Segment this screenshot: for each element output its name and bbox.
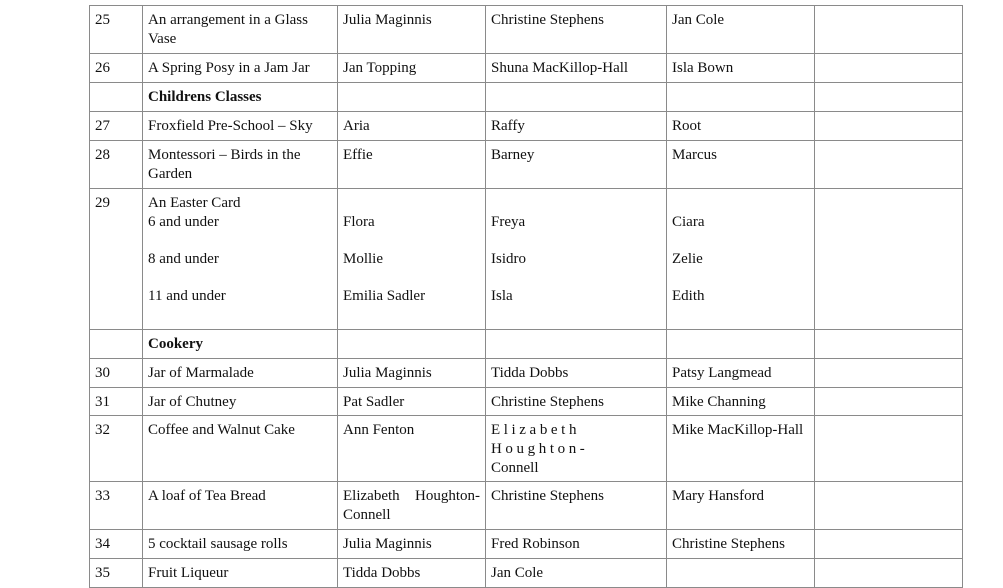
empty-cell: [90, 83, 143, 112]
class-name: 5 cocktail sausage rolls: [143, 530, 338, 559]
third-place: [667, 559, 815, 588]
extra-cell: [815, 416, 963, 482]
extra-cell: [815, 189, 963, 330]
table-row: [90, 6, 963, 54]
third-place: Edith: [672, 288, 705, 304]
table-row: [90, 112, 963, 141]
class-name: Coffee and Walnut Cake: [143, 416, 338, 482]
first-place-line2: Connell: [343, 507, 391, 523]
second-place: Jan Cole: [486, 559, 667, 588]
first-place: Effie: [338, 141, 486, 189]
age-group-label: 8 and under: [148, 251, 219, 267]
empty-cell: [486, 330, 667, 359]
first-place: Emilia Sadler: [343, 288, 426, 304]
extra-cell: [815, 530, 963, 559]
table-row: [90, 189, 963, 330]
class-number: 31: [90, 388, 143, 416]
first-place: Ann Fenton: [338, 416, 486, 482]
second-place: Fred Robinson: [486, 530, 667, 559]
first-place: Jan Topping: [338, 54, 486, 83]
second-place-cell: [486, 416, 667, 482]
second-place: Isla: [491, 288, 513, 304]
third-place: Jan Cole: [667, 6, 815, 54]
third-place: Marcus: [667, 141, 815, 189]
first-place: Pat Sadler: [338, 388, 486, 416]
table-row: [90, 482, 963, 530]
extra-cell: [815, 559, 963, 588]
extra-cell: [815, 482, 963, 530]
first-place-cell: [338, 482, 486, 530]
third-place: Mary Hansford: [667, 482, 815, 530]
class-number: 25: [90, 6, 143, 54]
third-place-cell: [667, 189, 815, 330]
table-row: [90, 54, 963, 83]
class-name-cell: [143, 189, 338, 330]
class-number: 27: [90, 112, 143, 141]
table-row: [90, 416, 963, 482]
second-place-line1: Elizabeth Houghton-: [491, 422, 589, 457]
class-number: 29: [90, 189, 143, 330]
class-name: A Spring Posy in a Jam Jar: [143, 54, 338, 83]
section-heading: Childrens Classes: [143, 83, 338, 112]
empty-cell: [90, 330, 143, 359]
empty-cell: [815, 83, 963, 112]
second-place: Isidro: [491, 251, 526, 267]
extra-cell: [815, 54, 963, 83]
empty-cell: [486, 83, 667, 112]
first-place: Tidda Dobbs: [338, 559, 486, 588]
class-name: An Easter Card: [148, 195, 241, 211]
empty-cell: [338, 330, 486, 359]
second-place: Christine Stephens: [486, 388, 667, 416]
empty-cell: [667, 83, 815, 112]
first-place: Julia Maginnis: [338, 6, 486, 54]
class-name: Montessori – Birds in the Garden: [143, 141, 338, 189]
third-place: Root: [667, 112, 815, 141]
third-place: Mike Channing: [667, 388, 815, 416]
second-place-line2: Connell: [491, 460, 539, 476]
extra-cell: [815, 359, 963, 388]
first-place-cell: [338, 189, 486, 330]
third-place: Isla Bown: [667, 54, 815, 83]
section-heading-row: [90, 330, 963, 359]
class-number: 30: [90, 359, 143, 388]
third-place: Ciara: [672, 214, 705, 230]
first-place: Flora: [343, 214, 375, 230]
class-number: 32: [90, 416, 143, 482]
empty-cell: [667, 330, 815, 359]
first-place: Mollie: [343, 251, 383, 267]
class-name: A loaf of Tea Bread: [143, 482, 338, 530]
third-place: Patsy Langmead: [667, 359, 815, 388]
second-place-cell: [486, 189, 667, 330]
class-number: 34: [90, 530, 143, 559]
class-name: Jar of Chutney: [143, 388, 338, 416]
second-place: Christine Stephens: [486, 6, 667, 54]
table-row: [90, 559, 963, 588]
class-name: An arrangement in a Glass Vase: [143, 6, 338, 54]
extra-cell: [815, 112, 963, 141]
empty-cell: [338, 83, 486, 112]
results-table: [89, 5, 963, 588]
extra-cell: [815, 141, 963, 189]
first-place: Julia Maginnis: [338, 530, 486, 559]
class-name: Fruit Liqueur: [143, 559, 338, 588]
first-place: Julia Maginnis: [338, 359, 486, 388]
first-place-line1: Elizabeth Houghton-: [343, 488, 480, 504]
section-heading: Cookery: [143, 330, 338, 359]
second-place: Barney: [486, 141, 667, 189]
class-number: 26: [90, 54, 143, 83]
third-place: Christine Stephens: [667, 530, 815, 559]
section-heading-row: [90, 83, 963, 112]
third-place: Zelie: [672, 251, 703, 267]
age-group-label: 11 and under: [148, 288, 226, 304]
second-place: Freya: [491, 214, 526, 230]
age-group-label: 6 and under: [148, 214, 219, 230]
table-row: [90, 388, 963, 416]
second-place: Shuna MacKillop-Hall: [486, 54, 667, 83]
second-place: Tidda Dobbs: [486, 359, 667, 388]
class-number: 28: [90, 141, 143, 189]
second-place: Christine Stephens: [486, 482, 667, 530]
first-place: Aria: [338, 112, 486, 141]
table-row: [90, 141, 963, 189]
table-row: [90, 530, 963, 559]
class-name: Jar of Marmalade: [143, 359, 338, 388]
class-number: 35: [90, 559, 143, 588]
third-place: Mike MacKillop-Hall: [667, 416, 815, 482]
second-place: Raffy: [486, 112, 667, 141]
extra-cell: [815, 6, 963, 54]
class-number: 33: [90, 482, 143, 530]
class-name: Froxfield Pre-School – Sky: [143, 112, 338, 141]
empty-cell: [815, 330, 963, 359]
extra-cell: [815, 388, 963, 416]
table-row: [90, 359, 963, 388]
